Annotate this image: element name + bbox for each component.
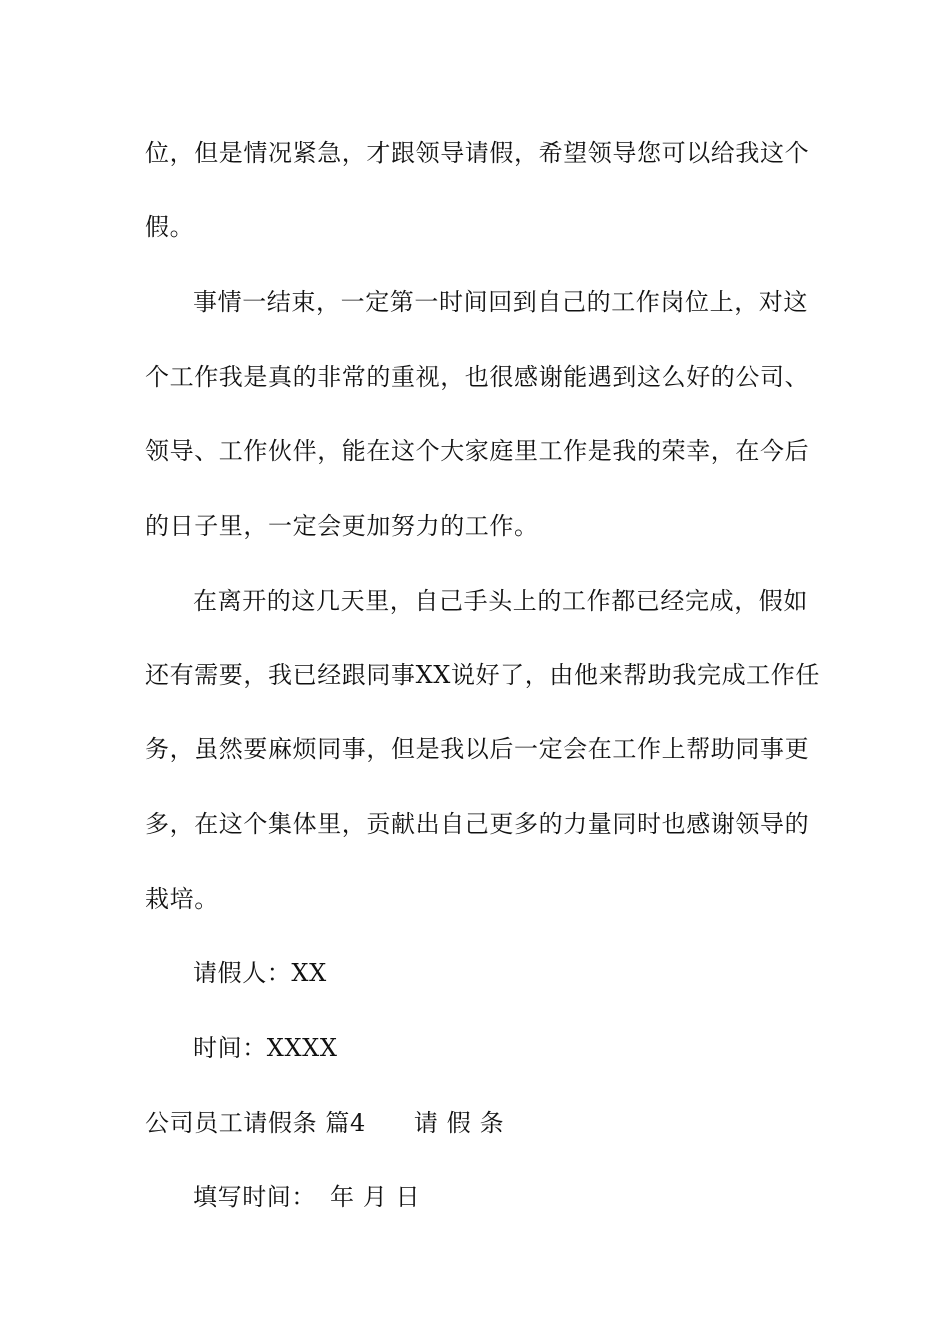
paragraph-line: 在离开的这几天里，自己手头上的工作都已经完成，假如 — [193, 587, 808, 615]
paragraph-line: 的日子里，一定会更加努力的工作。 — [145, 512, 539, 540]
paragraph-line: 务，虽然要麻烦同事，但是我以后一定会在工作上帮助同事更 — [145, 735, 810, 763]
paragraph-line: 还有需要，我已经跟同事XX说好了，由他来帮助我完成工作任 — [145, 661, 820, 689]
signature-time: 时间：XXXX — [193, 1034, 338, 1062]
paragraph-line: 事情一结束，一定第一时间回到自己的工作岗位上，对这 — [193, 288, 808, 316]
paragraph-line: 个工作我是真的非常的重视，也很感谢能遇到这么好的公司、 — [145, 363, 810, 391]
paragraph-line: 位，但是情况紧急，才跟领导请假，希望领导您可以给我这个 — [145, 139, 810, 167]
section-title: 公司员工请假条 篇4 — [145, 1109, 366, 1137]
paragraph-line: 栽培。 — [145, 885, 219, 913]
paragraph-line: 多，在这个集体里，贡献出自己更多的力量同时也感谢领导的 — [145, 810, 810, 838]
form-title: 请 假 条 — [413, 1109, 505, 1137]
applicant-signature: 请假人：XX — [193, 959, 327, 987]
fill-time-line — [193, 1182, 420, 1212]
section-heading — [145, 1108, 504, 1138]
fill-time-label: 填写时间： — [193, 1183, 316, 1211]
paragraph-line: 领导、工作伙伴，能在这个大家庭里工作是我的荣幸，在今后 — [145, 437, 810, 465]
fill-time-date-parts: 年 月 日 — [330, 1183, 421, 1211]
paragraph-line: 假。 — [145, 213, 195, 241]
